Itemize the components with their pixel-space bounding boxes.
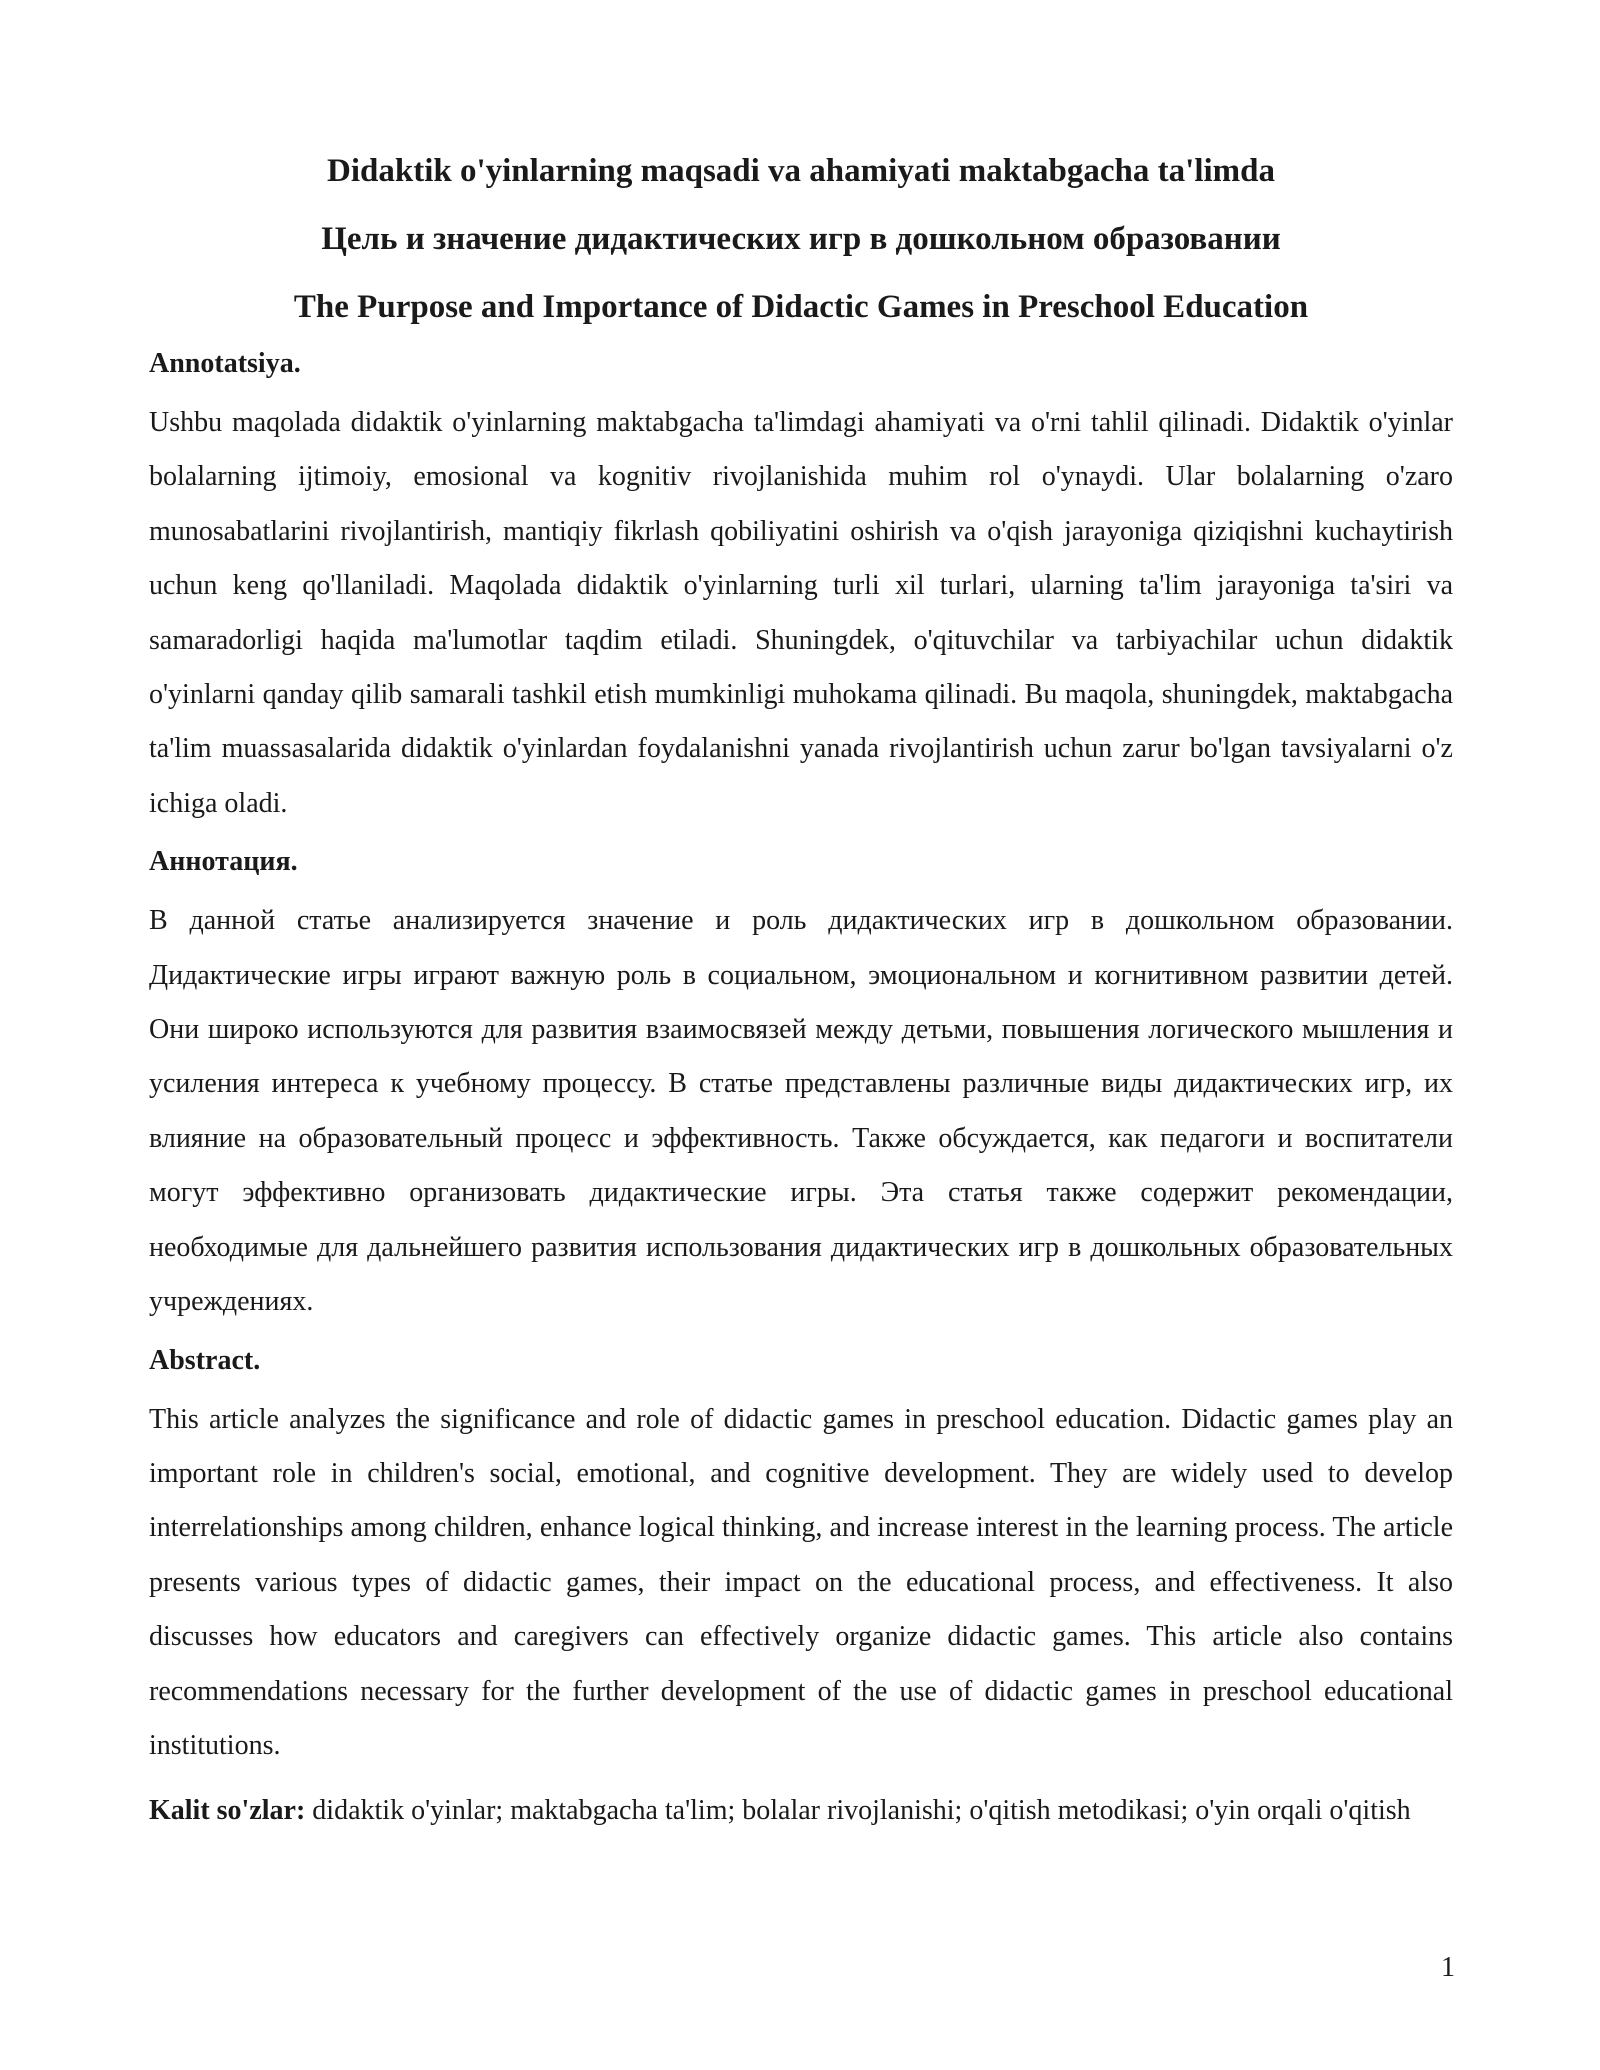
keywords-text: didaktik o'yinlar; maktabgacha ta'lim; bolalar rivojlanishi; o'qitish metodikasi; o'yin orqali o'qitish [305, 1795, 1411, 1827]
title-english: The Purpose and Importance of Didactic Games in Preschool Education [293, 289, 1309, 325]
keywords [149, 1784, 1453, 1838]
section-annotatsiya [149, 344, 1453, 831]
keywords-label: Kalit so'zlar: [149, 1795, 306, 1827]
annotatsiya-ru-heading: Аннотация. [149, 846, 298, 878]
paper-page [149, 142, 1453, 1839]
annotatsiya-heading: Annotatsiya. [149, 348, 301, 379]
abstract-text: This article analyzes the significance and role of didactic games in preschool education. Didactic games play an important role in children's social, emotional, and cognitive development. They are widely used to develop interrelationships among children, enhance logical thinking, and increase interest in the learning process. The article presents various types of didactic games, their impact on the educational process, and effectiveness. It also discusses how educators and caregivers can effectively organize didactic games. This article also contains recommendations necessary for the further development of the use of didactic games in preschool educational institutions. [149, 1403, 1453, 1761]
title-russian: Цель и значение дидактических игр в дошкольном образовании [321, 221, 1281, 257]
annotatsiya-text: Ushbu maqolada didaktik o'yinlarning maktabgacha ta'limdagi ahamiyati va o'rni tahlil qilinadi. Didaktik o'yinlar bolalarning ijtimoiy, emosional va kognitiv rivojlanishida muhim rol o'ynaydi. Ular bolalarning o'zaro munosabatlarini rivojlantirish, mantiqiy fikrlash qobiliyatini oshirish va o'qish jarayoniga qiziqishni kuchaytirish uchun keng qo'llaniladi. Maqolada didaktik o'yinlarning turli xil turlari, ularning ta'lim jarayoniga ta'siri va samaradorligi haqida ma'lumotlar taqdim etiladi. Shuningdek, o'qituvchilar va tarbiyachilar uchun didaktik o'yinlarni qanday qilib samarali tashkil etish mumkinligi muhokama qilinadi. Bu maqola, shuningdek, maktabgacha ta'lim muassasalarida didaktik o'yinlardan foydalanishni yanada rivojlantirish uchun zarur bo'lgan tavsiyalarni o'z ichiga oladi. [149, 407, 1453, 819]
section-abstract [149, 1341, 1453, 1774]
title-uzbek: Didaktik o'yinlarning maqsadi va ahamiyati maktabgacha ta'limda [327, 153, 1275, 189]
annotatsiya-ru-text: В данной статье анализируется значение и роль дидактических игр в дошкольном образовании. Дидактические игры играют важную роль в социальном, эмоциональном и когнитивном развитии детей. Они широко используются для развития взаимосвязей между детьми, повышения логического мышления и усиления интереса к учебному процессу. В статье представлены различные виды дидактических игр, их влияние на образовательный процесс и эффективность. Также обсуждается, как педагоги и воспитатели могут эффективно организовать дидактические игры. Эта статья также содержит рекомендации, необходимые для дальнейшего развития использования дидактических игр в дошкольных образовательных учреждениях. [149, 905, 1453, 1318]
abstract-heading: Abstract. [149, 1344, 261, 1376]
page-number: 1 [1441, 1952, 1455, 1983]
section-annotatsiya-ru [149, 842, 1453, 1329]
